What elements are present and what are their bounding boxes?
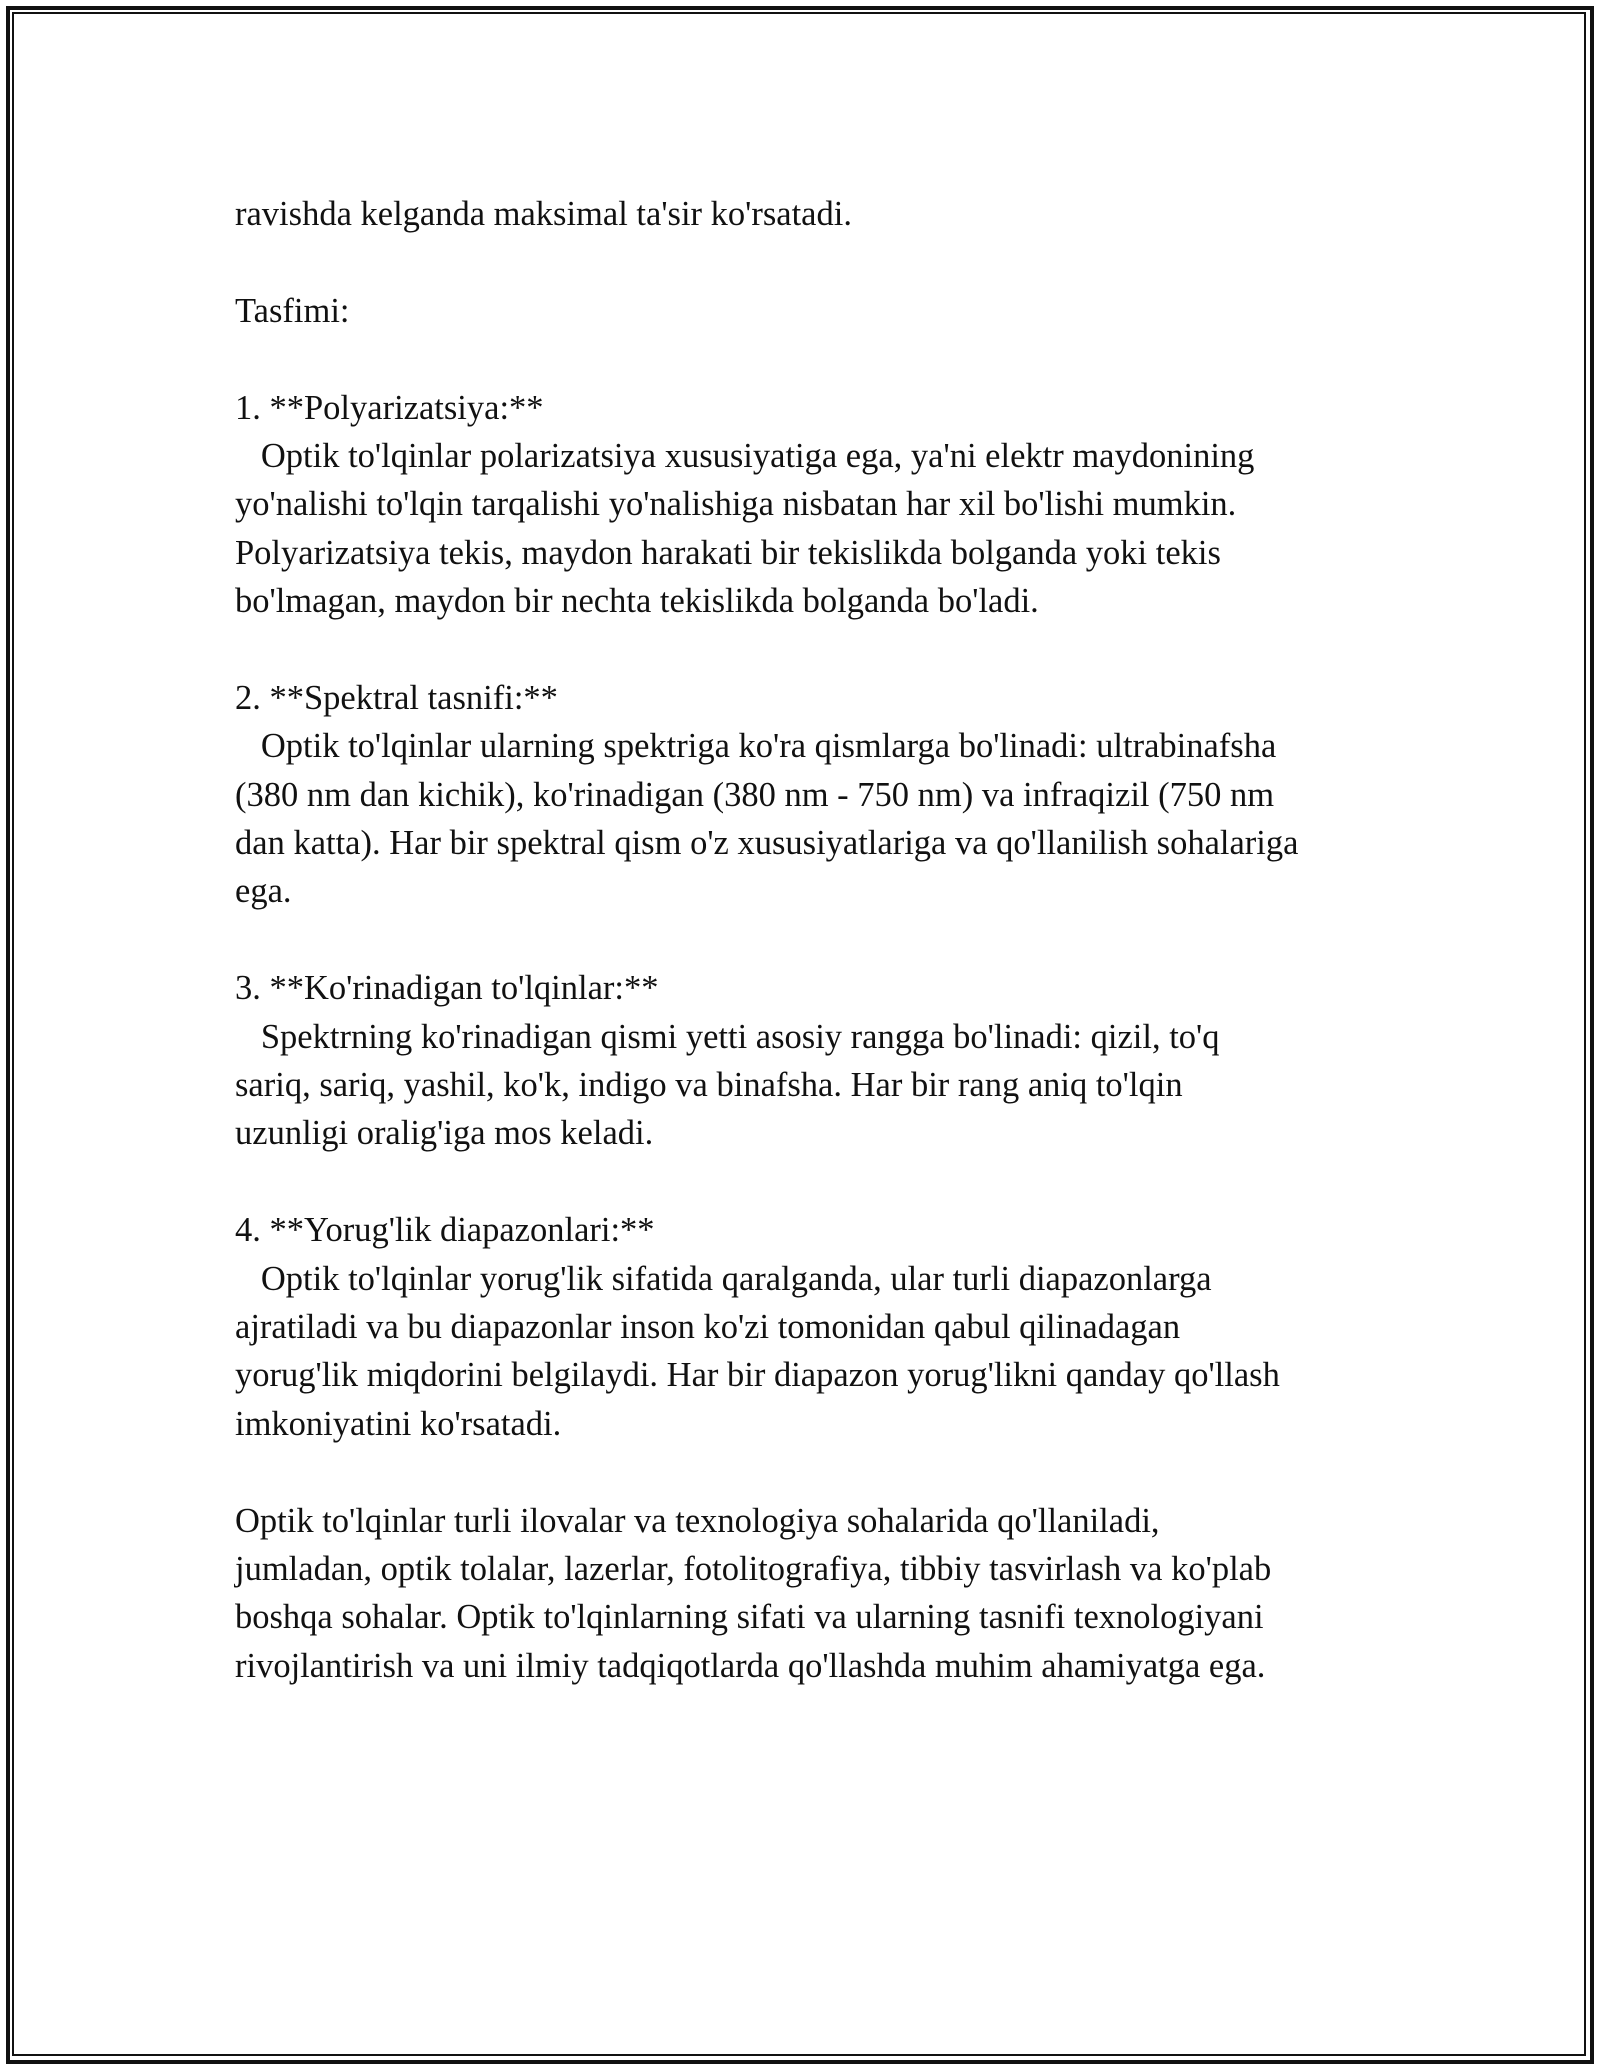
document-body	[235, 190, 1375, 1690]
list-item-line: yo'nalishi to'lqin tarqalishi yo'nalishiga nisbatan har xil bo'lishi mumkin.	[235, 485, 1237, 524]
list-item-line: yorug'lik miqdorini belgilaydi. Har bir diapazon yorug'likni qanday qo'llash	[235, 1356, 1280, 1395]
paragraph-gap	[235, 916, 1375, 964]
closing-paragraph	[235, 1497, 1375, 1691]
section-heading: Tasfimi:	[235, 291, 350, 330]
paragraph-line: boshqa sohalar. Optik to'lqinlarning sifati va ularning tasnifi texnologiyani	[235, 1598, 1264, 1637]
list-item-visible-waves	[235, 964, 1375, 1158]
list-item-line: imkoniyatini ko'rsatadi.	[235, 1404, 562, 1443]
list-item-line: (380 nm dan kichik), ko'rinadigan (380 nm - 750 nm) va infraqizil (750 nm	[235, 775, 1275, 814]
paragraph-gap	[235, 1448, 1375, 1496]
list-item-line: ajratiladi va bu diapazonlar inson ko'zi tomonidan qabul qilinadagan	[235, 1307, 1181, 1346]
list-item-line: bo'lmagan, maydon bir nechta tekislikda bolganda bo'ladi.	[235, 582, 1039, 621]
list-item-line: Optik to'lqinlar yorug'lik sifatida qaralganda, ular turli diapazonlarga	[235, 1259, 1212, 1298]
list-item-title: 2. **Spektral tasnifi:**	[235, 678, 558, 717]
paragraph-gap	[235, 238, 1375, 286]
list-item-title: 1. **Polyarizatsiya:**	[235, 388, 544, 427]
paragraph-line: Optik to'lqinlar turli ilovalar va texnologiya sohalarida qo'llaniladi,	[235, 1501, 1160, 1540]
list-item-polarization	[235, 384, 1375, 626]
paragraph-gap	[235, 626, 1375, 674]
list-item-line: sariq, sariq, yashil, ko'k, indigo va binafsha. Har bir rang aniq to'lqin	[235, 1066, 1183, 1105]
list-item-line: uzunligi oralig'iga mos keladi.	[235, 1114, 654, 1153]
opening-line: ravishda kelganda maksimal ta'sir ko'rsatadi.	[235, 195, 852, 233]
list-item-line: Polyarizatsiya tekis, maydon harakati bir tekislikda bolganda yoki tekis	[235, 533, 1221, 572]
list-item-line: dan katta). Har bir spektral qism o'z xususiyatlariga va qo'llanilish sohalariga	[235, 824, 1299, 863]
list-item-title: 4. **Yorug'lik diapazonlari:**	[235, 1211, 655, 1250]
list-item-spectral	[235, 674, 1375, 916]
paragraph-gap	[235, 335, 1375, 383]
list-item-title: 3. **Ko'rinadigan to'lqinlar:**	[235, 969, 659, 1008]
list-item-light-ranges	[235, 1206, 1375, 1448]
paragraph-line: jumladan, optik tolalar, lazerlar, fotolitografiya, tibbiy tasvirlash va ko'plab	[235, 1549, 1272, 1588]
paragraph-line: rivojlantirish va uni ilmiy tadqiqotlarda qo'llashda muhim ahamiyatga ega.	[235, 1646, 1266, 1685]
list-item-line: Optik to'lqinlar ularning spektriga ko'ra qismlarga bo'linadi: ultrabinafsha	[235, 727, 1277, 766]
list-item-line: Spektrning ko'rinadigan qismi yetti asosiy rangga bo'linadi: qizil, to'q	[235, 1017, 1220, 1056]
list-item-line: ega.	[235, 872, 292, 911]
paragraph-gap	[235, 1158, 1375, 1206]
list-item-line: Optik to'lqinlar polarizatsiya xususiyatiga ega, ya'ni elektr maydonining	[235, 436, 1255, 475]
